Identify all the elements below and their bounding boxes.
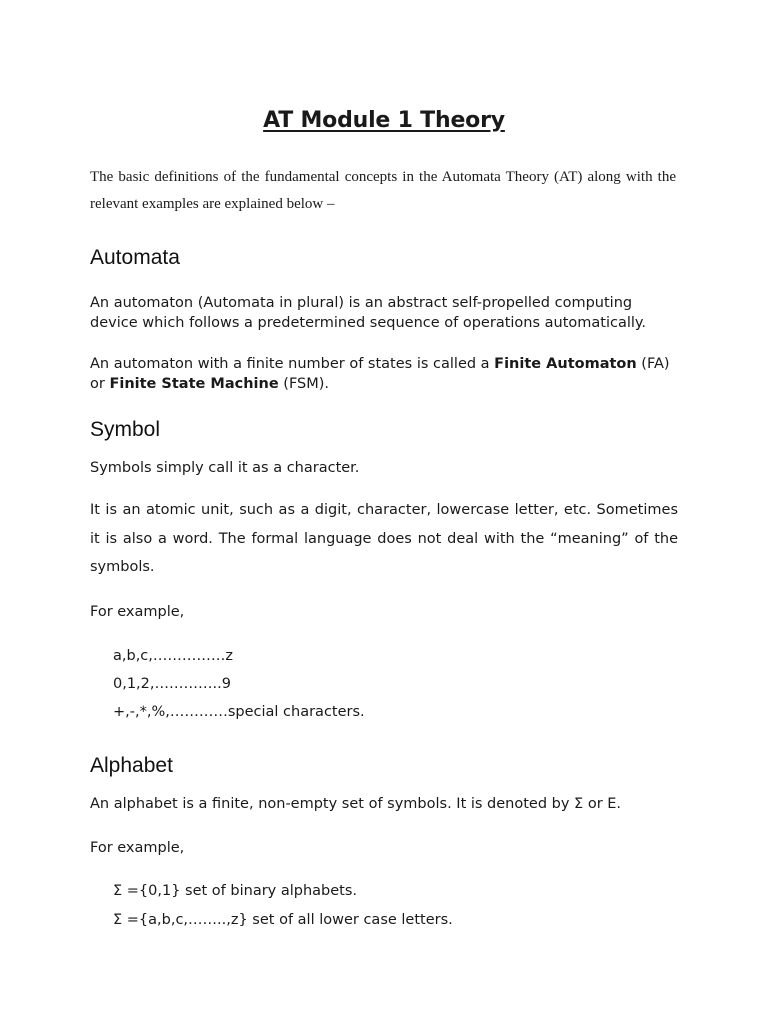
intro-paragraph: The basic definitions of the fundamental concepts in the Automata Theory (AT) along with the relevant examples are explained below –	[90, 169, 676, 212]
automata-fa-suffix: (FSM).	[278, 376, 330, 392]
alphabet-example-label: For example,	[90, 840, 185, 856]
alphabet-example-item: Σ ={a,b,c,……..,z} set of all lower case letters.	[113, 912, 453, 928]
alphabet-example-item: Σ ={0,1} set of binary alphabets.	[113, 883, 358, 899]
automata-fa-prefix: An automaton with a finite number of states is called a	[90, 356, 495, 372]
automata-finite-definition	[90, 354, 680, 394]
term-finite-state-machine: Finite State Machine	[109, 376, 279, 392]
symbol-example-item: 0,1,2,…………..9	[113, 676, 231, 692]
symbol-example-item: a,b,c,……………z	[113, 648, 234, 664]
heading-automata: Automata	[90, 246, 180, 269]
heading-alphabet: Alphabet	[90, 754, 173, 777]
heading-symbol: Symbol	[90, 418, 161, 441]
alphabet-definition: An alphabet is a finite, non-empty set of symbols. It is denoted by Σ or E.	[90, 796, 622, 812]
document-title: AT Module 1 Theory	[263, 108, 505, 133]
term-finite-automaton: Finite Automaton	[494, 356, 637, 372]
automata-fa-mid: (FA) or	[90, 356, 670, 392]
automata-definition: An automaton (Automata in plural) is an abstract self-propelled computing device which follows a predetermined sequence of operations automatically.	[90, 295, 647, 331]
symbol-description: It is an atomic unit, such as a digit, character, lowercase letter, etc. Sometimes it is also a word. The formal language does not deal with the “meaning” of the symbols.	[90, 502, 678, 575]
symbol-definition: Symbols simply call it as a character.	[90, 460, 360, 476]
symbol-example-item: +,-,*,%,…………special characters.	[113, 704, 365, 720]
symbol-example-label: For example,	[90, 604, 185, 620]
